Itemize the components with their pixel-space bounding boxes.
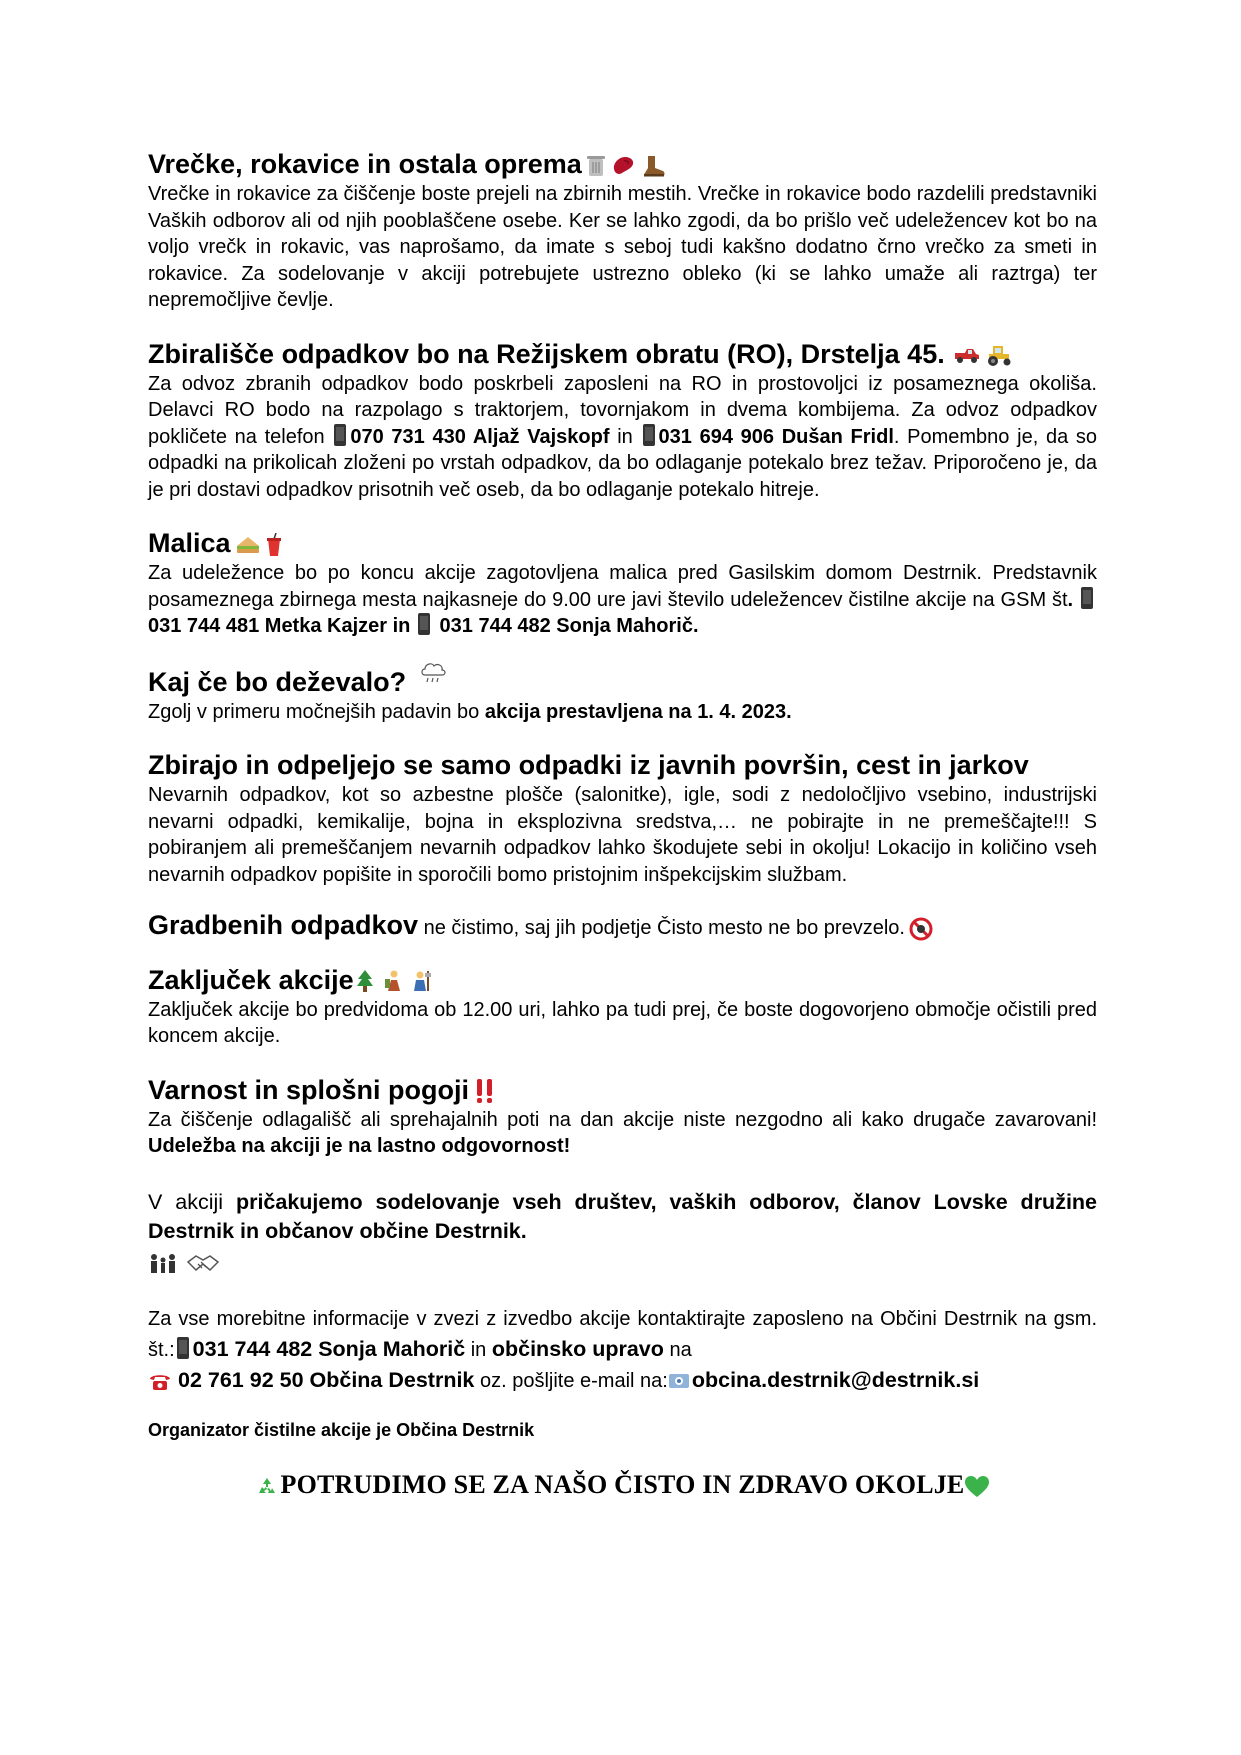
section-heading: Kaj če bo deževalo? (148, 666, 1097, 699)
drink-cup-icon (265, 533, 283, 557)
mobile-phone-icon (418, 613, 430, 635)
section-safety (148, 1074, 1097, 1160)
section-heading: Zbirajo in odpeljejo se samo odpadki iz javnih površin, cest in jarkov (148, 750, 1029, 780)
contact-text: Za vse morebitne informacije v zvezi z izvedbo akcije kontaktirajte zaposleno na Občini Destrnik na gsm. št.: 031 744 482 Sonja Mahorič in občinsko upravo na 02 761 92 50 Občina Destrnik oz. pošljite e-mail na: obcina.destrnik@destrnik.si (148, 1307, 1097, 1392)
trash-can-icon (586, 154, 606, 178)
double-exclamation-icon (475, 1078, 495, 1104)
section-heading: Zbirališče odpadkov bo na Režijskem obratu (RO), Drstelja 45. (148, 338, 1097, 371)
sandwich-icon (235, 534, 261, 556)
handshake-icon (186, 1252, 220, 1274)
pickup-truck-icon (953, 345, 981, 365)
telephone-icon (148, 1371, 172, 1391)
email-icon (668, 1371, 690, 1391)
rain-cloud-icon (418, 659, 448, 687)
tree-icon (356, 969, 374, 993)
contact-dusan: 031 694 906 Dušan Fridl (658, 425, 894, 448)
contact-aljaz: 070 731 430 Aljaž Vajskopf (350, 425, 610, 448)
section-text: Gradbenih odpadkov ne čistimo, saj jih podjetje Čisto mesto ne bo prevzelo. (148, 912, 1097, 942)
glove-icon (610, 154, 636, 178)
section-construction-waste (148, 912, 1097, 942)
slogan: POTRUDIMO SE ZA NAŠO ČISTO IN ZDRAVO OKOLJE (148, 1468, 1097, 1502)
tractor-icon (985, 343, 1013, 367)
section-heading: Varnost in splošni pogoji (148, 1074, 1097, 1107)
section-equipment (148, 148, 1097, 314)
contact-info (148, 1304, 1097, 1396)
section-text: Vrečke in rokavice za čiščenje boste prejeli na zbirnih mestih. Vrečke in rokavice bodo razdelili predstavniki Vaških odborov ali od njih pooblaščene osebe. Ker se lahko zgodi, da bo prišlo več udeležencev kot bo na voljo vrečk in rokavic, vas naprošamo, da imate s seboj tudi kakšno dodatno črno vrečko za smeti in rokavice. Za sodelovanje v akciji potrebujete ustrezno obleko (ki se lahko umaže ali raztrga) ter nepremočljive čevlje. (148, 183, 1097, 311)
section-hazardous-waste (148, 749, 1097, 888)
farmer-icon (410, 969, 434, 993)
section-text: Za udeležence bo po koncu akcije zagotovljena malica pred Gasilskim domom Destrnik. Predstavnik posameznega zbirnega mesta najkasneje do 9.00 ure javi število udeležencev čistilne akcije na GSM št. 031 744 481 Metka Kajzer in 031 744 482 Sonja Mahorič. (148, 562, 1097, 637)
section-collection-point (148, 338, 1097, 504)
section-snack (148, 527, 1097, 640)
document-body (148, 148, 1097, 1502)
section-heading: Vrečke, rokavice in ostala oprema (148, 148, 1097, 181)
hiker-icon (382, 969, 406, 993)
mobile-phone-icon (177, 1337, 189, 1359)
email-address[interactable]: obcina.destrnik@destrnik.si (691, 1367, 980, 1392)
boot-icon (640, 154, 666, 178)
invitation-text: V akciji pričakujemo sodelovanje vseh društev, vaških odborov, članov Lovske družine Destrnik in občanov občine Destrnik. (148, 1189, 1098, 1243)
mobile-phone-icon (643, 424, 655, 446)
section-text: Nevarnih odpadkov, kot so azbestne plošče (salonitke), igle, sodi z nedoločljivo vsebino, industrijski nevarni odpadki, kemikalije, bojna in eksplozivna sredstva,… ne pobirajte in ne premeščajte!!! S pobiranjem ali premeščanjem nevarnih odpadkov lahko škodujete sebi in okolju! Lokacijo in količino vseh nevarnih odpadkov popišite in sporočili bomo pristojnim inšpekcijskim službam. (148, 784, 1097, 886)
section-rain (148, 666, 1097, 726)
section-text: Zgolj v primeru močnejših padavin bo akcija prestavljena na 1. 4. 2023. (148, 700, 792, 723)
section-text: Za čiščenje odlagališč ali sprehajalnih poti na dan akcije niste nezgodno ali kako drugače zavarovani! Udeležba na akciji je na lastno odgovornost! (148, 1108, 1097, 1157)
section-heading: Zaključek akcije (148, 964, 1097, 997)
family-icon (148, 1252, 178, 1274)
section-text: Zaključek akcije bo predvidoma ob 12.00 uri, lahko pa tudi prej, če boste dogovorjeno območje očistili pred koncem akcije. (148, 998, 1097, 1047)
mobile-phone-icon (1081, 587, 1093, 609)
organizer-note: Organizator čistilne akcije je Občina Destrnik (148, 1419, 535, 1440)
contact-metka: 031 744 481 Metka Kajzer in (148, 615, 411, 637)
invitation (148, 1188, 1097, 1278)
recycle-icon (255, 1475, 279, 1499)
section-conclusion (148, 964, 1097, 1050)
mobile-phone-icon (334, 424, 346, 446)
invitation-icons (148, 1252, 1097, 1278)
section-text: Za odvoz zbranih odpadkov bodo poskrbeli zaposleni na RO in prostovoljci iz posameznega okoliša. Delavci RO bodo na razpolago s traktorjem, tovornjakom in dvema kombijema. Za odvoz odpadkov pokličete na telefon 070 731 430 Aljaž Vajskopf in 031 694 906 Dušan Fridl. Pomembno je, da so odpadki na prikolicah zloženi po vrstah odpadkov, da bo odlaganje potekalo brez težav. Priporočeno je, da je pri dostavi odpadkov prisotnih več oseb, da bo odlaganje potekalo hitreje. (148, 372, 1098, 501)
green-heart-icon (964, 1475, 990, 1499)
contact-sonja: 031 744 482 Sonja Mahorič. (439, 615, 699, 637)
section-heading: Malica (148, 527, 1097, 560)
prohibited-icon (909, 917, 933, 941)
